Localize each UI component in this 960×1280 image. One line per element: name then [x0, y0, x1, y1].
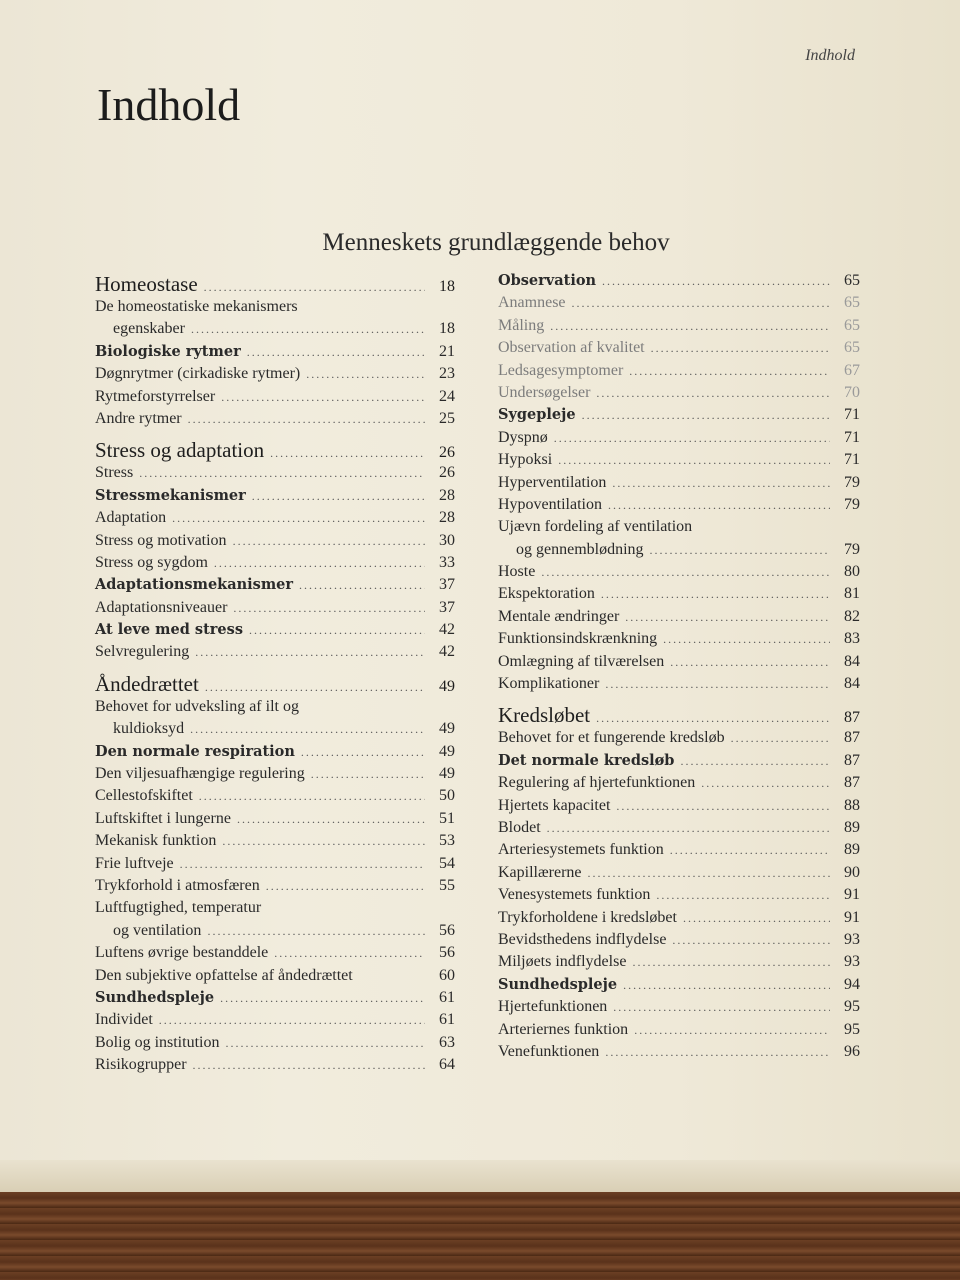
dot-leader [270, 446, 425, 461]
toc-entry-title: Rytmeforstyrrelser [95, 387, 216, 405]
toc-entry[interactable] [498, 294, 860, 316]
toc-entry-title: Stress og adaptation [95, 438, 265, 463]
toc-entry-page: 94 [844, 975, 860, 993]
dot-leader [596, 386, 830, 401]
toc-entry[interactable] [498, 841, 860, 863]
dot-leader [247, 345, 425, 360]
toc-entry-page: 28 [439, 509, 455, 527]
toc-entry[interactable] [498, 451, 860, 473]
toc-entry-page: 54 [439, 854, 455, 872]
toc-entry-title: Hypoventilation [498, 495, 602, 513]
dot-leader [222, 834, 425, 849]
page-bottom-edge [0, 1160, 960, 1192]
toc-entry[interactable] [95, 509, 455, 531]
toc-entry-page: 21 [439, 342, 455, 360]
toc-entry-title: Trykforholdene i kredsløbet [498, 908, 677, 926]
toc-entry-title: Biologiske rytmer [95, 342, 241, 360]
toc-entry-page: 61 [439, 1011, 455, 1029]
toc-entry-title: Døgnrytmer (cirkadiske rytmer) [95, 365, 301, 383]
toc-entry-title: At leve med stress [95, 621, 243, 639]
toc-entry-page: 42 [439, 643, 455, 661]
toc-entry[interactable] [498, 585, 860, 607]
toc-entry-page: 53 [439, 832, 455, 850]
toc-entry-title: Kapillærerne [498, 863, 582, 881]
dot-leader [605, 1045, 830, 1060]
toc-entry-page: 79 [844, 473, 860, 491]
dot-leader [299, 578, 425, 593]
toc-entry[interactable] [95, 343, 455, 365]
toc-entry-page: 33 [439, 553, 455, 571]
toc-entry-title: Risikogrupper [95, 1056, 187, 1074]
toc-entry-title: og ventilation [113, 921, 202, 939]
toc-entry[interactable] [498, 886, 860, 908]
toc-entry-title: Behovet for udveksling af ilt og [95, 697, 299, 715]
toc-entry-title: Andre rytmer [95, 409, 182, 427]
toc-entry-title: Adaptation [95, 509, 167, 527]
toc-entry[interactable] [95, 320, 455, 342]
toc-entry-title: Selvregulering [95, 643, 190, 661]
toc-entry-page: 64 [439, 1056, 455, 1074]
toc-entry[interactable] [95, 599, 455, 621]
toc-entry[interactable] [95, 989, 455, 1011]
toc-entry[interactable] [95, 272, 455, 298]
toc-entry-title: Stress og motivation [95, 531, 227, 549]
toc-entry[interactable] [498, 339, 860, 361]
dot-leader [204, 280, 425, 295]
toc-entry[interactable] [95, 298, 455, 320]
toc-entry-page: 26 [439, 464, 455, 482]
toc-entry[interactable] [498, 774, 860, 796]
toc-entry-page: 65 [844, 339, 860, 357]
toc-entry-title: Komplikationer [498, 675, 600, 693]
toc-entry[interactable] [95, 967, 455, 989]
toc-entry-page: 18 [439, 278, 455, 295]
toc-entry-title: Ledsagesymptomer [498, 361, 624, 379]
toc-entry-page: 24 [439, 387, 455, 405]
toc-entry-title: Arteriernes funktion [498, 1020, 629, 1038]
dot-leader [225, 1036, 425, 1051]
toc-entry-title: Hoste [498, 563, 536, 581]
toc-entry-page: 63 [439, 1033, 455, 1051]
toc-entry-page: 96 [844, 1042, 860, 1060]
toc-entry-page: 61 [439, 988, 455, 1006]
toc-entry[interactable] [95, 1056, 455, 1078]
toc-entry[interactable] [498, 1043, 860, 1065]
toc-entry[interactable] [95, 855, 455, 877]
dot-leader [249, 623, 425, 638]
dot-leader [159, 1013, 425, 1028]
toc-entry-page: 49 [439, 677, 455, 695]
toc-entry-title: Stress og sygdom [95, 553, 208, 571]
toc-entry-page: 26 [439, 444, 455, 462]
toc-entry[interactable] [95, 621, 455, 643]
toc-entry-title: Sygepleje [498, 406, 576, 424]
toc-entry-page: 83 [844, 630, 860, 648]
toc-entry-title: og gennemblødning [516, 540, 644, 558]
toc-entry-page: 28 [439, 486, 455, 504]
toc-entry-title: kuldioksyd [113, 720, 185, 738]
page-title: Indhold [97, 79, 241, 130]
toc-entry-title: Anamnese [498, 294, 566, 312]
dot-leader [306, 367, 425, 382]
toc-entry[interactable] [498, 797, 860, 819]
toc-entry-page: 95 [844, 998, 860, 1016]
dot-leader [650, 543, 830, 558]
dot-leader [221, 390, 425, 405]
toc-entry[interactable] [95, 922, 455, 944]
toc-entry[interactable] [498, 630, 860, 652]
toc-entry[interactable] [498, 474, 860, 496]
toc-entry[interactable] [498, 998, 860, 1020]
toc-entry[interactable] [498, 931, 860, 953]
toc-entry-page: 91 [844, 908, 860, 926]
dot-leader [588, 866, 830, 881]
dot-leader [237, 812, 425, 827]
toc-entry-page: 79 [844, 540, 860, 558]
toc-entry-title: Den viljesuafhængige regulering [95, 765, 305, 783]
toc-entry-title: Måling [498, 316, 545, 334]
wooden-table [0, 1192, 960, 1280]
toc-entry-title: Behovet for et fungerende kredsløb [498, 729, 725, 747]
toc-entry-page: 71 [844, 451, 860, 469]
dot-leader [301, 745, 425, 760]
toc-entry[interactable] [95, 832, 455, 854]
toc-entry[interactable] [498, 317, 860, 339]
toc-entry[interactable] [498, 496, 860, 518]
dot-leader [663, 632, 830, 647]
toc-entry[interactable] [95, 487, 455, 509]
toc-entry-title: Arteriesystemets funktion [498, 841, 664, 859]
toc-entry-title: Hjertefunktionen [498, 998, 608, 1016]
toc-entry-title: egenskaber [113, 320, 185, 338]
dot-leader [701, 776, 830, 791]
toc-entry-title: Luftens øvrige bestanddele [95, 944, 269, 962]
toc-entry[interactable] [95, 464, 455, 486]
toc-entry[interactable] [95, 576, 455, 598]
toc-entry-title: Stress [95, 464, 134, 482]
dot-leader [612, 476, 830, 491]
toc-entry-title: Den normale respiration [95, 742, 295, 760]
toc-left-column [95, 272, 455, 1079]
toc-entry-page: 84 [844, 652, 860, 670]
toc-entry[interactable] [498, 406, 860, 428]
dot-leader [190, 722, 425, 737]
toc-entry-page: 80 [844, 563, 860, 581]
toc-entry[interactable] [498, 362, 860, 384]
toc-entry-title: Omlægning af tilværelsen [498, 652, 665, 670]
toc-entry-title: Sundhedspleje [95, 988, 215, 1006]
toc-entry-page: 49 [439, 765, 455, 783]
toc-entry-title: Observation [498, 272, 597, 289]
dot-leader [214, 556, 425, 571]
dot-leader [601, 587, 830, 602]
toc-entry[interactable] [95, 643, 455, 665]
dot-leader [205, 680, 425, 695]
toc-entry-title: Adaptationsniveauer [95, 598, 228, 616]
toc-entry-title: Luftfugtighed, temperatur [95, 899, 262, 917]
toc-entry[interactable] [95, 720, 455, 742]
toc-entry-title: Hyperventilation [498, 473, 607, 491]
toc-entry-page: 84 [844, 675, 860, 693]
dot-leader [634, 1023, 830, 1038]
toc-entry[interactable] [498, 518, 860, 540]
toc-entry-title: Den subjektive opfattelse af åndedrættet [95, 966, 353, 984]
toc-entry-page: 89 [844, 818, 860, 836]
toc-entry[interactable] [95, 388, 455, 410]
toc-entry-page: 56 [439, 921, 455, 939]
toc-entry[interactable] [95, 438, 455, 464]
toc-entry[interactable] [498, 729, 860, 751]
dot-leader [670, 655, 830, 670]
dot-leader [195, 645, 425, 660]
toc-entry-title: Hypoksi [498, 451, 553, 469]
toc-entry-page: 30 [439, 531, 455, 549]
toc-entry[interactable] [498, 1021, 860, 1043]
toc-entry-title: Ekspektoration [498, 585, 595, 603]
dot-leader [193, 1058, 425, 1073]
toc-entry-title: Luftskiftet i lungerne [95, 809, 231, 827]
toc-entry-page: 37 [439, 576, 455, 594]
toc-entry-title: Homeostase [95, 272, 198, 296]
dot-leader [547, 821, 830, 836]
dot-leader [656, 888, 830, 903]
toc-entry-page: 23 [439, 365, 455, 383]
toc-entry[interactable] [498, 272, 860, 294]
dot-leader [139, 466, 425, 481]
toc-entry[interactable] [95, 1011, 455, 1033]
toc-entry-title: Sundhedspleje [498, 975, 618, 993]
dot-leader [311, 767, 425, 782]
toc-entry-page: 79 [844, 495, 860, 513]
running-header: Indhold [805, 47, 855, 64]
dot-leader [233, 534, 425, 549]
toc-entry[interactable] [498, 909, 860, 931]
toc-entry[interactable] [95, 532, 455, 554]
dot-leader [550, 319, 830, 334]
toc-entry-page: 65 [844, 272, 860, 289]
toc-entry[interactable] [95, 410, 455, 432]
toc-entry-page: 37 [439, 598, 455, 616]
dot-leader [252, 489, 425, 504]
toc-entry-page: 81 [844, 585, 860, 603]
toc-entry[interactable] [498, 675, 860, 697]
toc-entry-title: Mekanisk funktion [95, 832, 217, 850]
toc-entry-title: Venesystemets funktion [498, 886, 651, 904]
toc-entry-page: 49 [439, 742, 455, 760]
toc-entry[interactable] [498, 541, 860, 563]
toc-entry-page: 87 [844, 774, 860, 792]
dot-leader [558, 453, 830, 468]
toc-entry[interactable] [95, 365, 455, 387]
dot-leader [220, 991, 425, 1006]
toc-entry-title: Undersøgelser [498, 383, 591, 401]
toc-entry-page: 87 [844, 709, 860, 727]
toc-entry-title: Individet [95, 1011, 153, 1029]
section-title: Menneskets grundlæggende behov [322, 229, 670, 256]
dot-leader [266, 879, 425, 894]
toc-entry-title: Blodet [498, 818, 541, 836]
toc-entry-title: Bevidsthedens indflydelse [498, 930, 667, 948]
toc-entry-title: Regulering af hjertefunktionen [498, 774, 696, 792]
toc-entry-page: 93 [844, 930, 860, 948]
toc-entry-title: De homeostatiske mekanismers [95, 298, 298, 315]
dot-leader [188, 412, 425, 427]
toc-entry-title: Trykforhold i atmosfæren [95, 876, 260, 894]
toc-entry-page: 95 [844, 1020, 860, 1038]
toc-entry-page: 71 [844, 406, 860, 424]
toc-entry-page: 42 [439, 621, 455, 639]
toc-entry-page: 65 [844, 294, 860, 312]
toc-entry-title: Det normale kredsløb [498, 751, 675, 769]
toc-entry-title: Funktionsindskrænkning [498, 630, 658, 648]
toc-entry-title: Bolig og institution [95, 1033, 220, 1051]
toc-entry-page: 87 [844, 729, 860, 747]
dot-leader [602, 274, 830, 289]
toc-entry[interactable] [498, 653, 860, 675]
toc-entry-page: 60 [439, 966, 455, 984]
toc-entry-page: 89 [844, 841, 860, 859]
toc-entry[interactable] [498, 429, 860, 451]
toc-entry-title: Hjertets kapacitet [498, 796, 611, 814]
toc-entry-page: 55 [439, 876, 455, 894]
toc-entry[interactable] [95, 1034, 455, 1056]
toc-entry[interactable] [498, 976, 860, 998]
toc-entry-page: 70 [844, 383, 860, 401]
dot-leader [651, 341, 830, 356]
toc-entry-title: Ujævn fordeling af ventilation [498, 518, 693, 536]
dot-leader [632, 955, 830, 970]
toc-entry[interactable] [95, 899, 455, 921]
toc-entry[interactable] [95, 554, 455, 576]
dot-leader [608, 498, 830, 513]
toc-entry-title: Frie luftveje [95, 854, 174, 872]
toc-entry[interactable] [498, 384, 860, 406]
toc-entry-page: 65 [844, 316, 860, 334]
toc-entry-page: 82 [844, 607, 860, 625]
toc-entry[interactable] [95, 877, 455, 899]
toc-entry-page: 87 [844, 751, 860, 769]
toc-entry-page: 88 [844, 796, 860, 814]
toc-entry-title: Miljøets indflydelse [498, 953, 627, 971]
dot-leader [191, 322, 425, 337]
dot-leader [541, 565, 830, 580]
dot-leader [629, 364, 830, 379]
toc-entry[interactable] [95, 765, 455, 787]
dot-leader [172, 511, 425, 526]
toc-entry-title: Stressmekanismer [95, 486, 246, 504]
toc-entry[interactable] [498, 608, 860, 630]
toc-entry[interactable] [498, 819, 860, 841]
dot-leader [670, 843, 830, 858]
toc-entry-title: Adaptationsmekanismer [95, 576, 294, 594]
toc-entry-page: 56 [439, 944, 455, 962]
toc-entry-title: Mentale ændringer [498, 607, 620, 625]
dot-leader [180, 857, 425, 872]
toc-entry-page: 71 [844, 428, 860, 446]
toc-entry-page: 51 [439, 809, 455, 827]
toc-entry-title: Åndedrættet [95, 671, 199, 696]
toc-entry[interactable] [498, 752, 860, 774]
dot-leader [596, 711, 830, 726]
dot-leader [554, 431, 830, 446]
toc-entry[interactable] [95, 743, 455, 765]
toc-entry-page: 67 [844, 361, 860, 379]
toc-entry[interactable] [95, 672, 455, 698]
dot-leader [582, 408, 830, 423]
dot-leader [605, 677, 830, 692]
toc-entry[interactable] [95, 944, 455, 966]
toc-entry[interactable] [498, 703, 860, 729]
toc-entry-page: 50 [439, 787, 455, 805]
dot-leader [274, 946, 425, 961]
toc-entry-title: Kredsløbet [498, 703, 591, 728]
dot-leader [731, 731, 830, 746]
toc-entry[interactable] [498, 563, 860, 585]
toc-entry-title: Venefunktionen [498, 1042, 600, 1060]
toc-entry-title: Observation af kvalitet [498, 339, 645, 357]
dot-leader [616, 799, 830, 814]
toc-entry-title: Cellestofskiftet [95, 787, 193, 805]
dot-leader [623, 978, 830, 993]
dot-leader [672, 933, 830, 948]
dot-leader [233, 601, 425, 616]
toc-entry-title: Dyspnø [498, 428, 548, 446]
dot-leader [572, 296, 830, 311]
toc-entry[interactable] [95, 698, 455, 720]
toc-entry[interactable] [498, 864, 860, 886]
dot-leader [613, 1000, 830, 1015]
toc-entry[interactable] [498, 953, 860, 975]
dot-leader [199, 789, 425, 804]
dot-leader [625, 610, 830, 625]
toc-entry[interactable] [95, 810, 455, 832]
toc-entry-page: 25 [439, 409, 455, 427]
toc-entry-page: 90 [844, 863, 860, 881]
toc-entry-page: 18 [439, 320, 455, 338]
toc-entry[interactable] [95, 787, 455, 809]
toc-entry-page: 93 [844, 953, 860, 971]
dot-leader [207, 924, 425, 939]
dot-leader [683, 911, 830, 926]
toc-entry-page: 49 [439, 720, 455, 738]
dot-leader [680, 754, 830, 769]
toc-right-column [498, 272, 860, 1065]
toc-entry-page: 91 [844, 886, 860, 904]
